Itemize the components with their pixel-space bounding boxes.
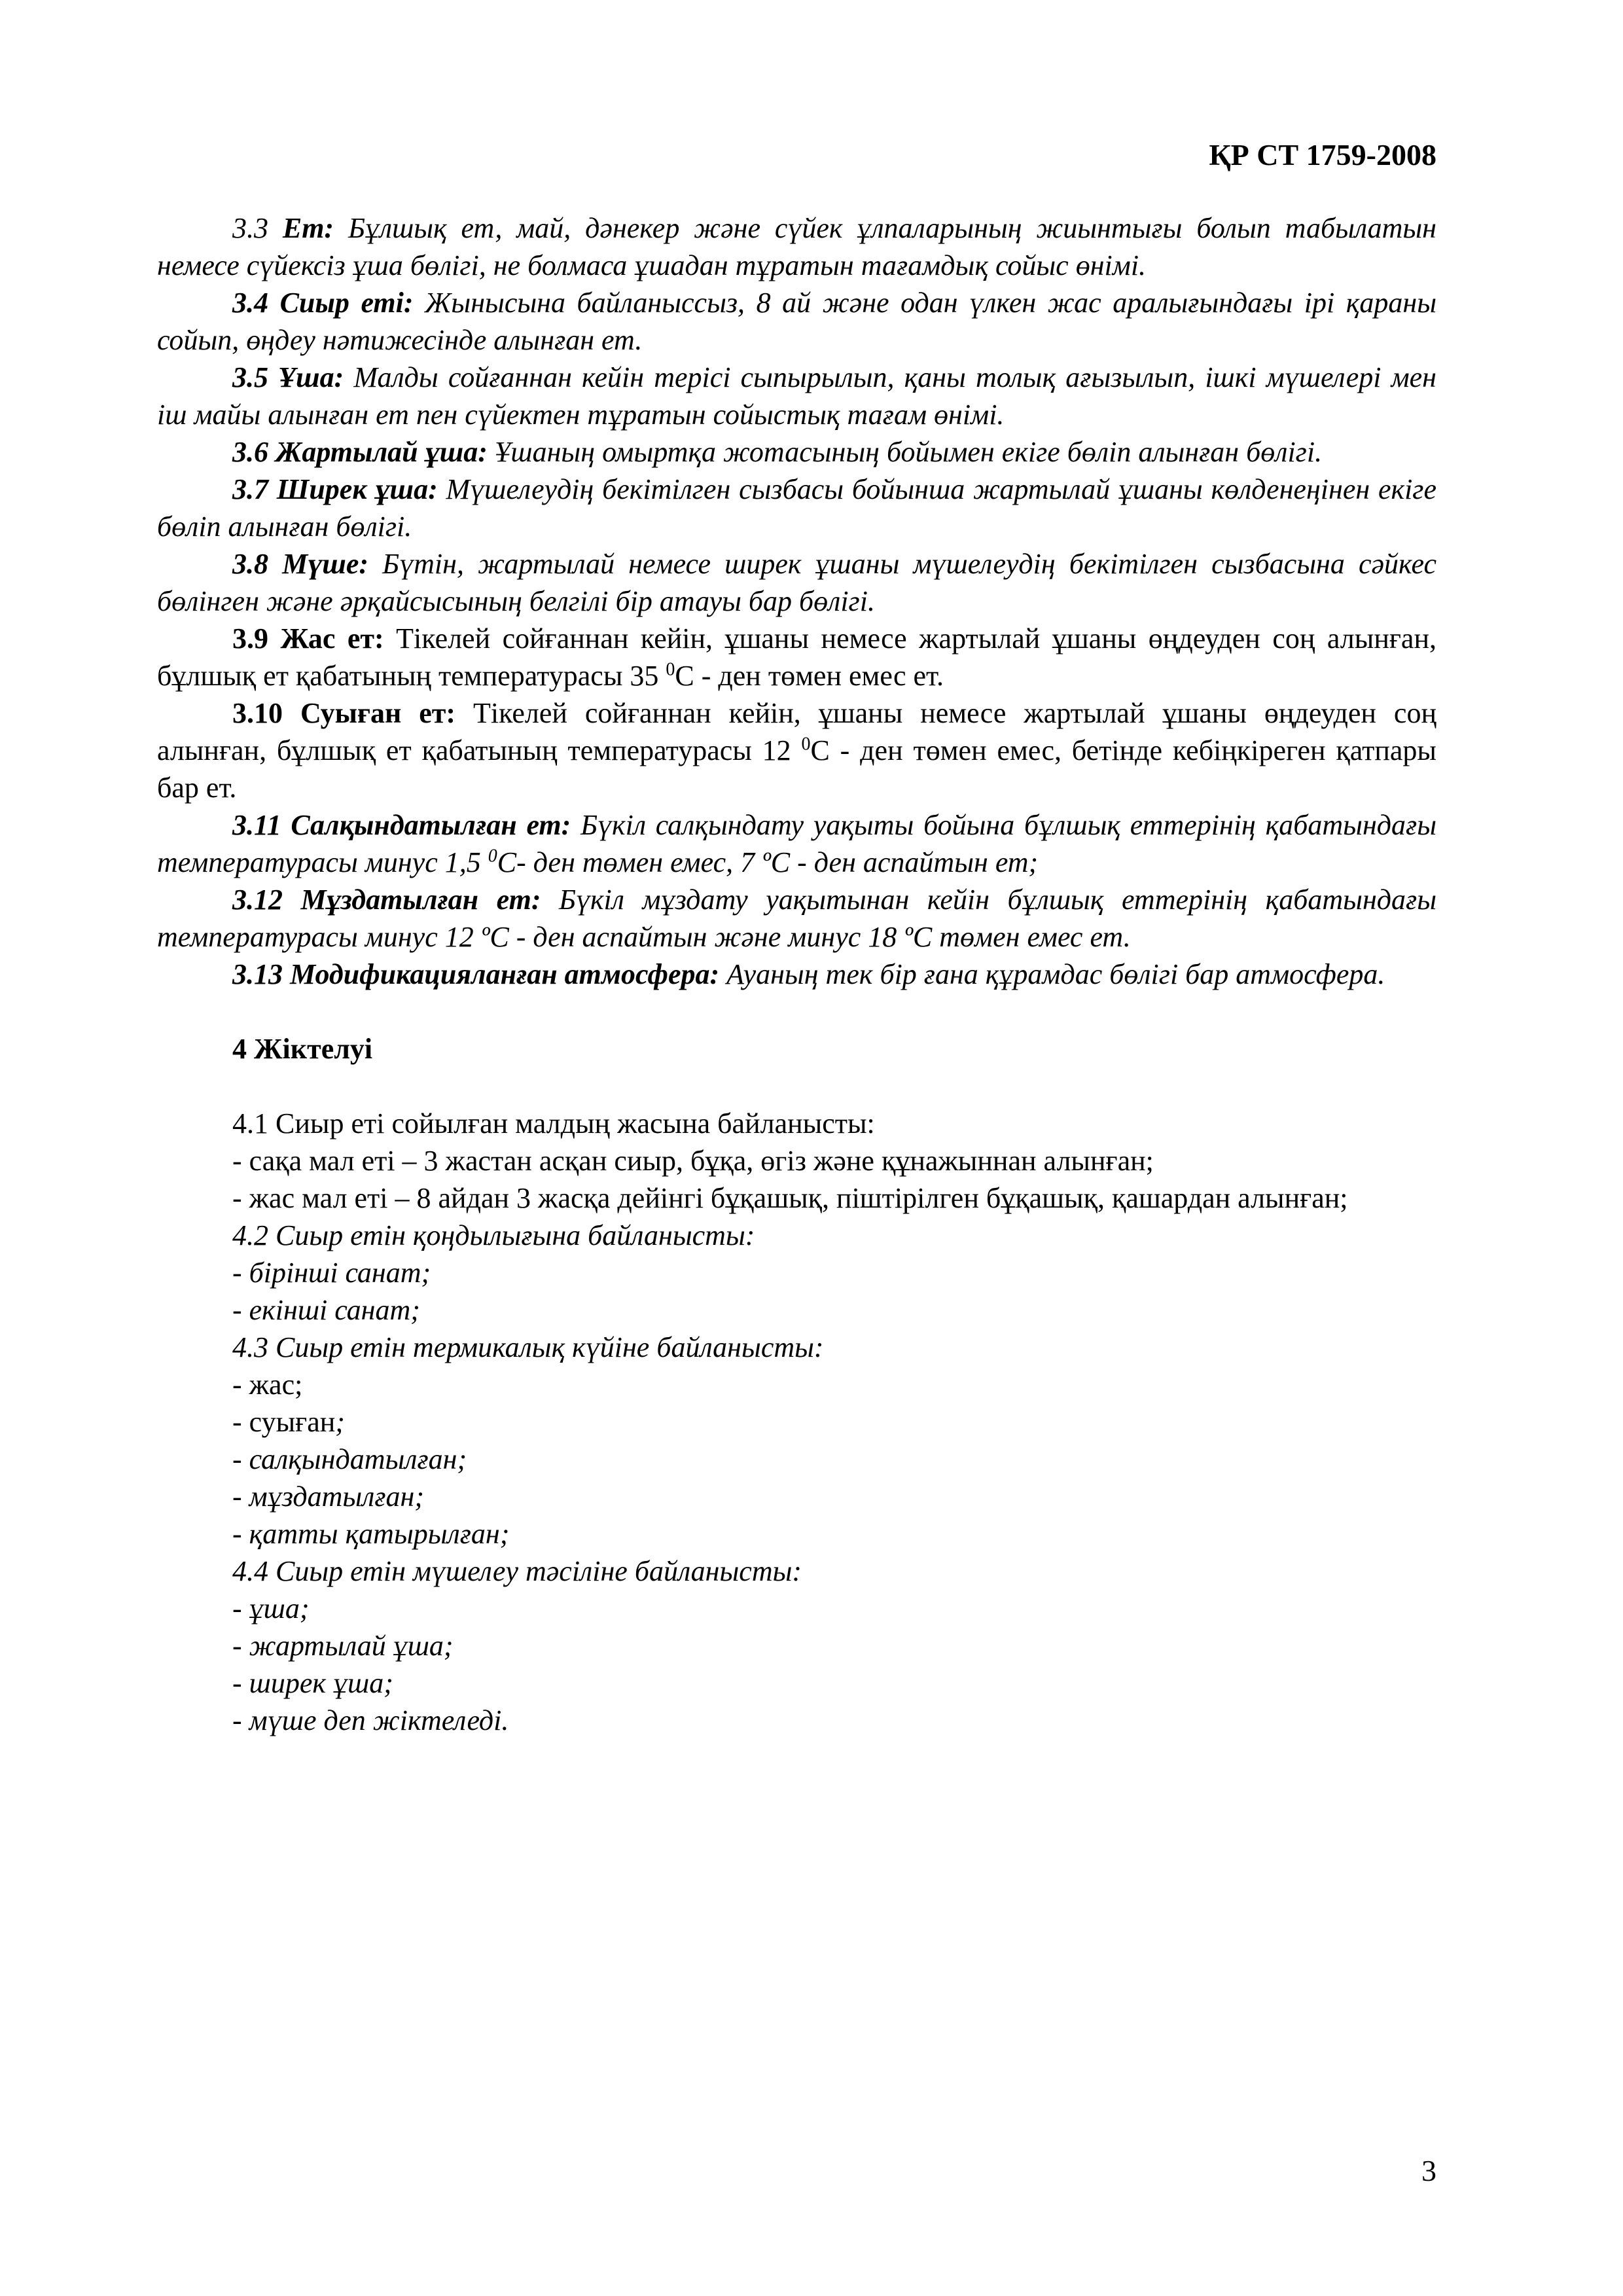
list-item: - бірінші санат; xyxy=(232,1257,431,1289)
list-item: - сақа мал еті – 3 жастан асқан сиыр, бұқа, өгіз және құнажыннан алынған; xyxy=(232,1145,1154,1177)
definition-text: Жынысына байланыссыз, 8 ай және одан үлкен жас аралығындағы ірі қараны сойып, өңдеу нәтижесінде алынған ет. xyxy=(157,287,1436,356)
degree-superscript: 0 xyxy=(666,659,675,680)
list-item xyxy=(157,1403,1436,1441)
definition-3-6 xyxy=(157,433,1436,471)
definition-3-10 xyxy=(157,694,1436,806)
definition-3-11 xyxy=(157,806,1436,881)
definition-3-9 xyxy=(157,620,1436,694)
definition-text: Бүтін, жартылай немесе ширек ұшаны мүшелеудің бекітілген сызбасына сәйкес бөлінген және әрқайсысының белгілі бір атауы бар бөлігі. xyxy=(157,548,1437,617)
definition-term: 3.9 Жас ет: xyxy=(232,622,384,655)
section-title: 4 Жіктелуі xyxy=(232,1033,373,1065)
definition-3-8 xyxy=(157,545,1436,620)
definition-text: Малды сойғаннан кейін терісі сыпырылып, қаны толық ағызылып, ішкі мүшелері мен іш майы алынған ет пен сүйектен тұратын сойыстық тағам өнімі. xyxy=(157,361,1437,431)
definition-text-end: С - ден төмен емес ет. xyxy=(675,660,944,692)
definition-term: 3.11 Салқындатылған ет: xyxy=(232,809,571,841)
definition-3-12 xyxy=(157,881,1436,956)
definition-3-4 xyxy=(157,284,1436,359)
list-item: - екінші санат; xyxy=(232,1294,420,1326)
page-number: 3 xyxy=(1421,2154,1436,2187)
degree-superscript: 0 xyxy=(801,734,811,755)
definition-number: 3.7 xyxy=(232,473,277,505)
definition-number: 3.3 xyxy=(232,212,283,244)
classification-4-1-title: 4.1 Сиыр еті сойылған малдың жасына байланысты: xyxy=(232,1107,875,1139)
list-item: - қатты қатырылған; xyxy=(232,1518,510,1550)
page-body xyxy=(157,209,1436,1739)
classification-4-3-title: 4.3 Сиыр етін термикалық күйіне байланысты: xyxy=(232,1331,824,1363)
definition-text: Тікелей сойғаннан кейін, ұшаны немесе жартылай ұшаны өңдеуден соң алынған, бұлшық ет қабатының температурасы 12 xyxy=(157,697,1436,766)
definition-text: Мүшелеудің бекітілген сызбасы бойынша жартылай ұшаны көлденеңінен екіге бөліп алынған бөлігі. xyxy=(157,473,1436,543)
definition-3-7 xyxy=(157,471,1436,545)
classification-4-4-title: 4.4 Сиыр етін мүшелеу тәсіліне байланысты: xyxy=(232,1555,802,1587)
definition-number: 3.4 xyxy=(232,287,280,319)
definition-text: Бұлшық ет, май, дәнекер және сүйек ұлпаларының жиынтығы болып табылатын немесе сүйексіз ұша бөлігі, не болмаса ұшадан тұратын тағамдық сойыс өнімі. xyxy=(157,212,1436,281)
definition-number: 3.8 xyxy=(232,548,283,580)
definition-3-5 xyxy=(157,359,1436,433)
definition-text: Бүкіл мұздату уақытынан кейін бұлшық еттерінің қабатындағы температурасы минус 12 ºС - ден аспайтын және минус 18 ºС төмен емес ет. xyxy=(157,884,1436,953)
document-code: ҚР СТ 1759-2008 xyxy=(1209,138,1436,171)
definition-term: Ширек ұша: xyxy=(276,473,438,505)
definition-term: Мүше: xyxy=(282,548,369,580)
classification-4-2-title: 4.2 Сиыр етін қоңдылығына байланысты: xyxy=(232,1219,755,1251)
list-item: - жас мал еті – 8 айдан 3 жасқа дейінгі бұқашық, піштірілген бұқашық, қашардан алынған; xyxy=(232,1182,1348,1214)
definition-text: Ұшаның омыртқа жотасының бойымен екіге бөліп алынған бөлігі. xyxy=(487,436,1323,468)
list-item-text: - суыған xyxy=(232,1406,336,1438)
definition-term: Ұша: xyxy=(278,361,344,393)
degree-superscript: 0 xyxy=(488,846,497,867)
definition-number: 3.5 xyxy=(232,361,279,393)
definition-text: Тікелей сойғаннан кейін, ұшаны немесе жартылай ұшаны өңдеуден соң алынған, бұлшық ет қабатының температурасы 35 xyxy=(157,622,1436,692)
list-item: - мүше деп жіктеледі. xyxy=(232,1704,509,1736)
definition-term: 3.12 Мұздатылған ет: xyxy=(232,884,541,916)
definition-text-end: С- ден төмен емес, 7 ºС - ден аспайтын ет; xyxy=(497,846,1039,878)
definition-term: Сиыр еті: xyxy=(279,287,414,319)
definition-term: 3.10 Суыған ет: xyxy=(232,697,456,729)
list-item: - жас; xyxy=(232,1369,303,1401)
definition-text-end: С - ден төмен емес, бетінде кебіңкіреген қатпары бар ет. xyxy=(157,734,1436,804)
definition-term: 3.13 Модификацияланған атмосфера: xyxy=(232,958,720,990)
list-item: - салқындатылған; xyxy=(232,1443,467,1475)
definition-3-13 xyxy=(157,956,1436,993)
definition-3-3 xyxy=(157,209,1436,284)
list-item: - жартылай ұша; xyxy=(232,1630,454,1662)
list-item-end: ; xyxy=(335,1406,345,1438)
definition-text: Бүкіл салқындату уақыты бойына бұлшық еттерінің қабатындағы температурасы минус 1,5 xyxy=(157,809,1436,878)
definition-term: Ет: xyxy=(282,212,334,244)
definition-term: Жартылай ұша: xyxy=(276,436,488,468)
definition-text: Ауаның тек бір ғана құрамдас бөлігі бар атмосфера. xyxy=(719,958,1385,990)
list-item: - мұздатылған; xyxy=(232,1480,424,1513)
definition-number: 3.6 xyxy=(232,436,276,468)
list-item: - ширек ұша; xyxy=(232,1667,393,1699)
list-item: - ұша; xyxy=(232,1592,310,1624)
